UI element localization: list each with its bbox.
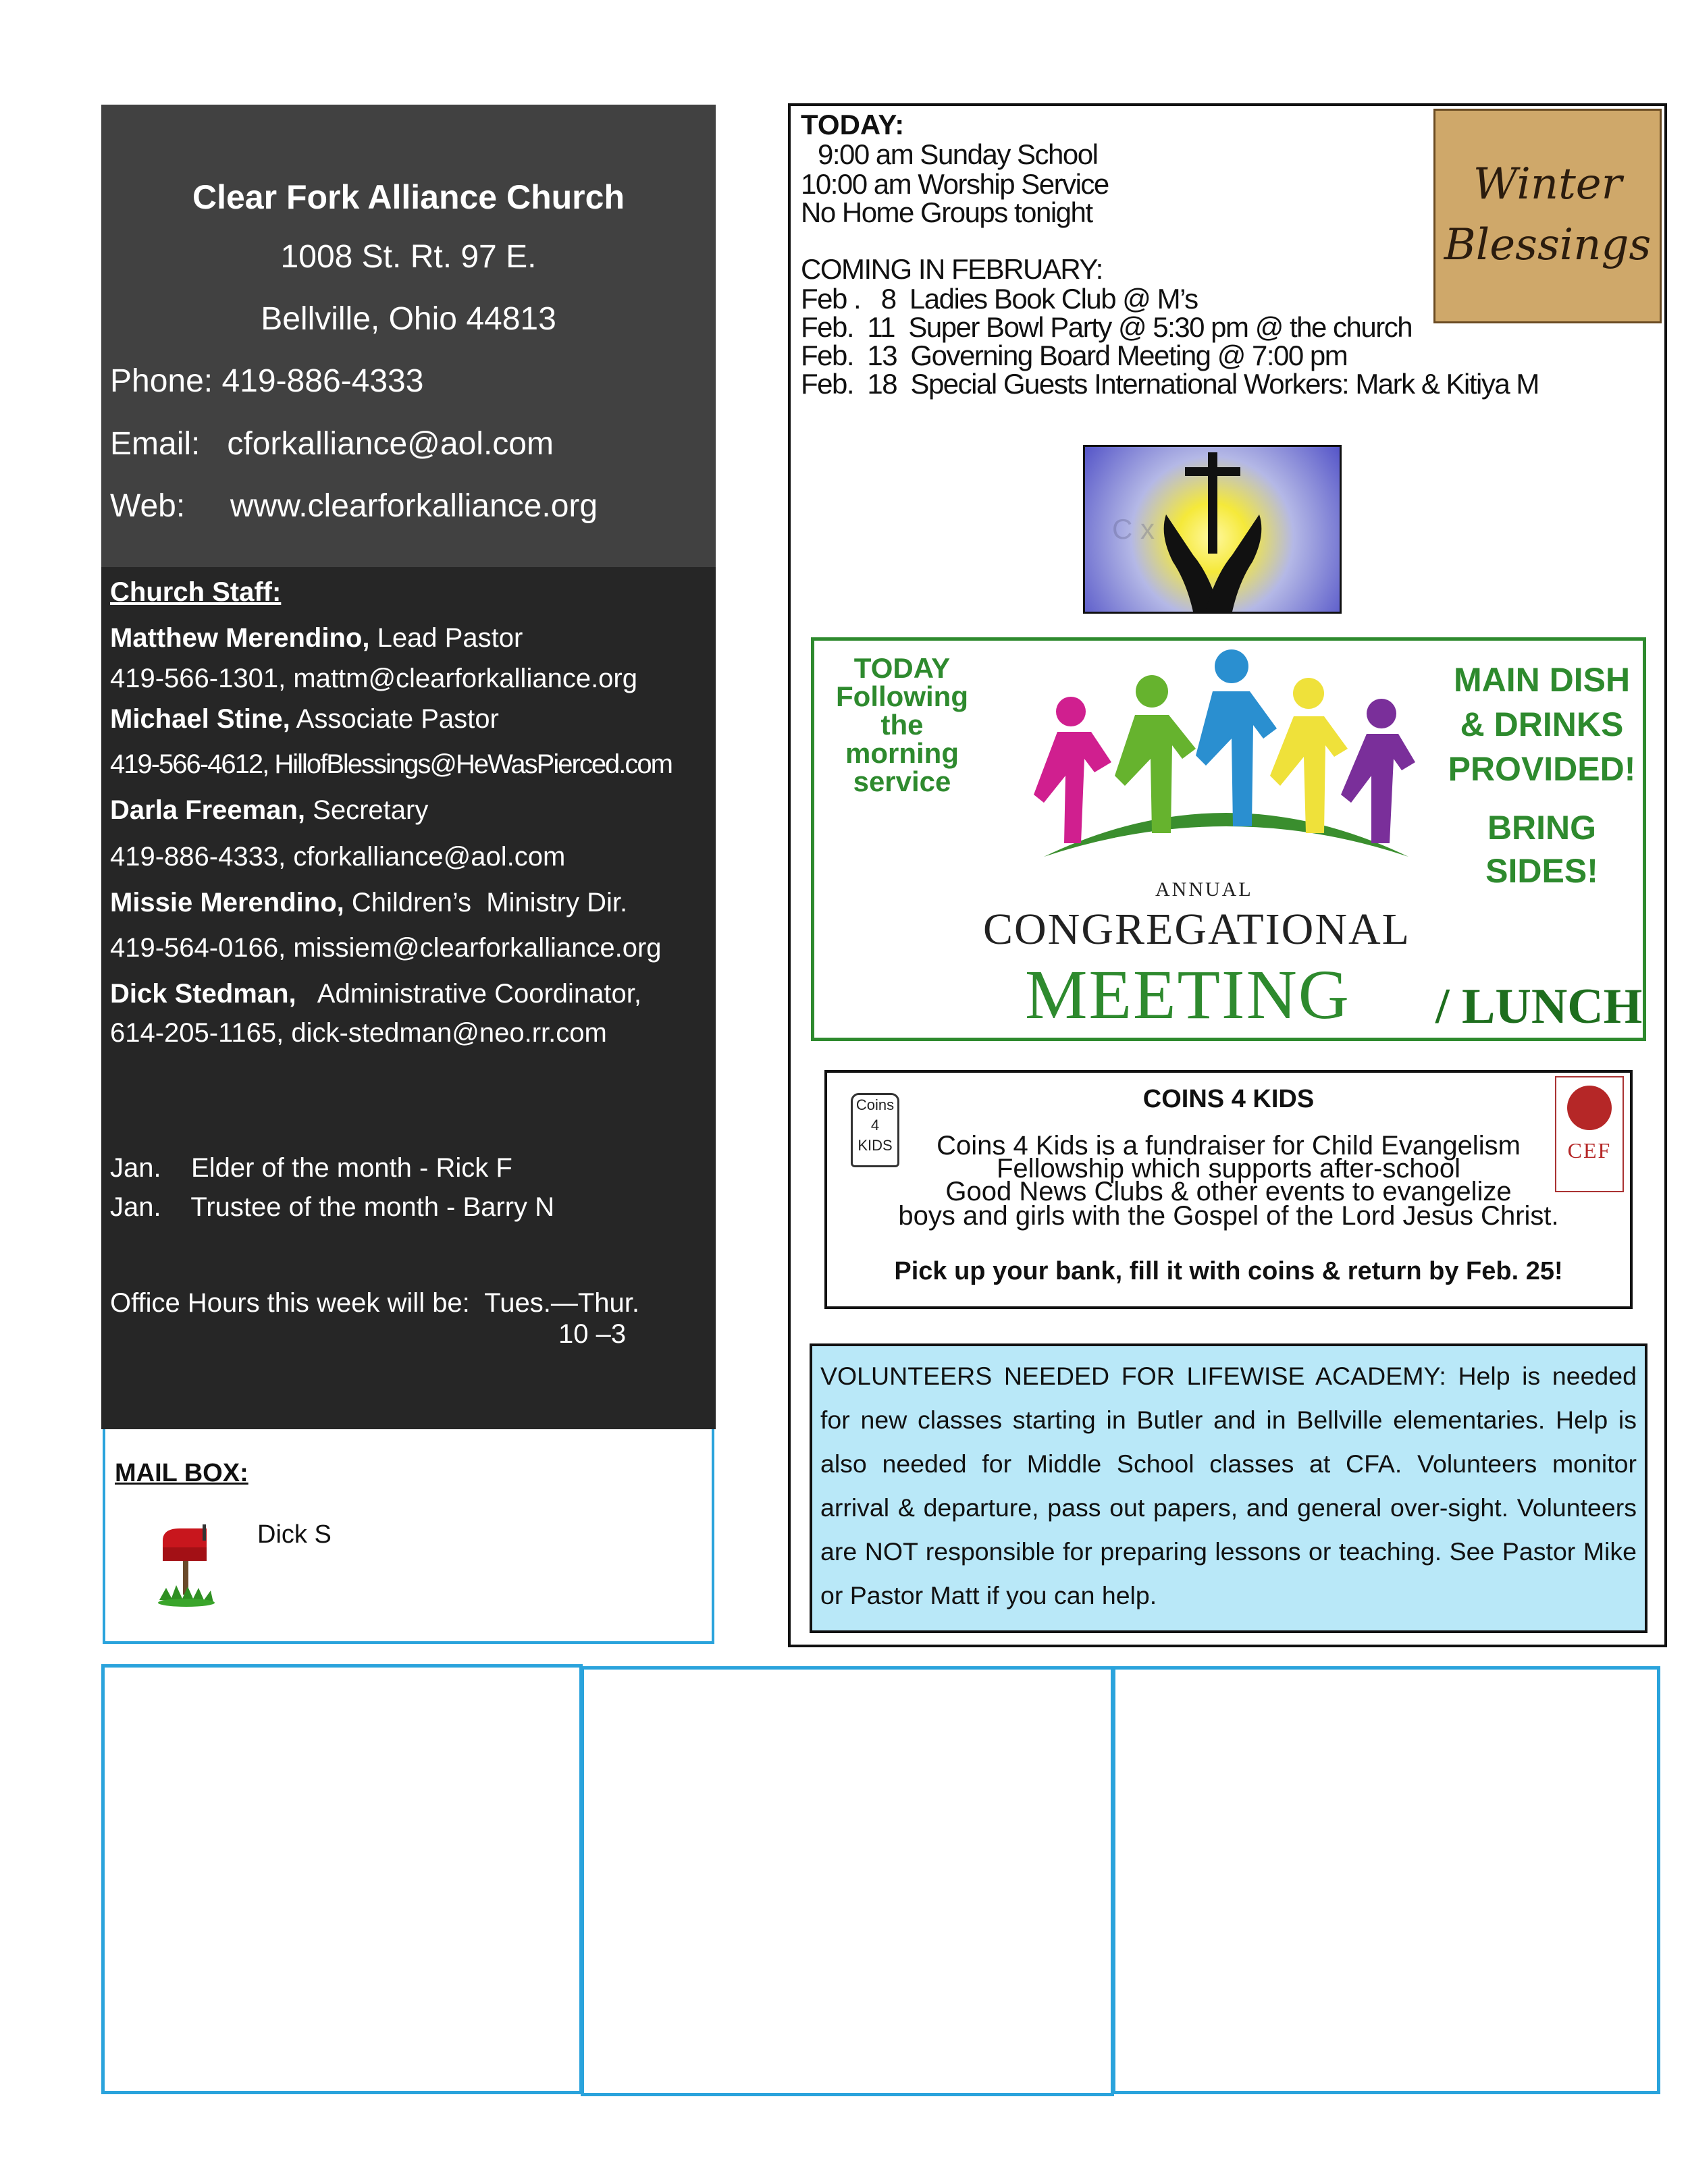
staff-contact[interactable]: 419-886-4333, cforkalliance@aol.com — [110, 842, 566, 872]
web-label: Web: — [110, 488, 186, 524]
staff-name: Michael Stine, — [110, 704, 290, 734]
people-holding-hands-icon — [1017, 641, 1435, 874]
staff-name: Matthew Merendino, — [110, 623, 370, 653]
lunch-label: / LUNCH — [1435, 979, 1643, 1034]
bottom-box — [1112, 1666, 1660, 2094]
phone-label: Phone: — [110, 363, 213, 399]
mailbox-icon — [153, 1520, 220, 1612]
text-line: Following — [836, 681, 968, 712]
staff-role: Associate Pastor — [290, 704, 499, 734]
staff-role: Children’s Ministry Dir. — [344, 888, 628, 917]
today-following-text — [814, 654, 990, 796]
february-event: Feb. 18 Special Guests International Workers: Mark & Kitiya M — [801, 368, 1539, 400]
today-label: TODAY: — [801, 109, 905, 140]
staff-role: Administrative Coordinator, — [296, 979, 642, 1009]
bottom-box — [581, 1666, 1114, 2096]
annual-label: ANNUAL — [1155, 878, 1253, 901]
staff-contact[interactable]: 419-566-1301, mattm@clearforkalliance.org — [110, 664, 637, 693]
schedule-item: 9:00 am Sunday School — [818, 138, 1098, 170]
can-text: 4 — [870, 1117, 880, 1134]
elder-of-month: Jan. Elder of the month - Rick F — [110, 1153, 512, 1183]
email-line — [110, 425, 554, 462]
winter-card-line: Winter — [1473, 159, 1623, 209]
staff-heading: Church Staff: — [110, 577, 282, 607]
can-text: KIDS — [858, 1137, 893, 1154]
phone-number[interactable]: 419-886-4333 — [221, 363, 424, 399]
staff-member — [110, 704, 499, 735]
february-event: Feb. 11 Super Bowl Party @ 5:30 pm @ the church — [801, 311, 1413, 343]
coins-4-kids-box — [824, 1070, 1633, 1309]
text-line: PROVIDED! — [1448, 750, 1636, 788]
staff-member — [110, 888, 627, 918]
staff-role: Secretary — [305, 795, 429, 825]
text-line: morning — [845, 737, 959, 769]
staff-name: Missie Merendino, — [110, 888, 344, 917]
main-dish-text — [1439, 658, 1645, 791]
february-event: Feb . 8 Ladies Book Club @ M’s — [801, 283, 1198, 315]
schedule-item: No Home Groups tonight — [801, 196, 1092, 228]
staff-member — [110, 623, 523, 654]
cef-emblem-icon — [1567, 1086, 1612, 1130]
text-line: MAIN DISH — [1453, 661, 1631, 699]
coins-description: boys and girls with the Gospel of the Lord Jesus Christ. — [898, 1201, 1559, 1231]
volunteers-box — [810, 1343, 1647, 1633]
office-time: 10 –3 — [558, 1319, 627, 1349]
bottom-box — [101, 1664, 583, 2094]
church-address: 1008 St. Rt. 97 E. — [280, 239, 537, 275]
cross-hands-icon — [1083, 445, 1342, 614]
staff-contact[interactable]: 419-564-0166, missiem@clearforkalliance.org — [110, 933, 662, 963]
church-staff-panel — [101, 567, 716, 1429]
mailbox-heading: MAIL BOX: — [115, 1459, 248, 1487]
announcements-panel — [788, 103, 1667, 1647]
text-line: SIDES! — [1485, 852, 1598, 890]
can-text: Coins — [855, 1096, 895, 1113]
coming-label: COMING IN FEBRUARY: — [801, 253, 1103, 285]
text-line: BRING — [1487, 809, 1597, 847]
winter-card-line: Blessings — [1444, 220, 1652, 270]
coins-description: Fellowship which supports after-school — [997, 1154, 1460, 1183]
coins-pickup: Pick up your bank, fill it with coins & return by Feb. 25! — [894, 1257, 1563, 1285]
schedule-item: 10:00 am Worship Service — [801, 168, 1109, 200]
text-line: the — [880, 709, 924, 741]
phone-line — [110, 363, 423, 400]
congregational-meeting-box — [811, 637, 1646, 1041]
text-line: TODAY — [853, 652, 951, 684]
text-line: service — [853, 766, 951, 797]
staff-name: Darla Freeman, — [110, 795, 306, 825]
church-name: Clear Fork Alliance Church — [192, 178, 625, 216]
cef-logo — [1555, 1076, 1624, 1192]
staff-contact[interactable]: 614-205-1165, dick-stedman@neo.rr.com — [110, 1018, 607, 1048]
coins-description: Coins 4 Kids is a fundraiser for Child Evangelism — [937, 1131, 1521, 1161]
meeting-label: MEETING — [1025, 956, 1350, 1034]
mailbox-name: Dick S — [257, 1520, 332, 1549]
bring-sides-text — [1439, 806, 1645, 893]
winter-blessings-card — [1433, 109, 1662, 323]
office-hours: Office Hours this week will be: Tues.—Thur. — [110, 1288, 640, 1318]
staff-name: Dick Stedman, — [110, 979, 296, 1009]
church-info-panel — [101, 105, 716, 567]
image-watermark: C x — [1112, 513, 1155, 545]
mailbox-panel — [103, 1429, 714, 1644]
coins-title: COINS 4 KIDS — [1142, 1085, 1315, 1113]
congregational-label: CONGREGATIONAL — [983, 905, 1410, 954]
staff-member — [110, 979, 641, 1009]
coins-description: Good News Clubs & other events to evangelize — [945, 1177, 1512, 1206]
staff-member — [110, 795, 428, 826]
church-city: Bellville, Ohio 44813 — [261, 301, 556, 337]
text-line: & DRINKS — [1460, 705, 1624, 743]
email-label: Email: — [110, 426, 201, 462]
web-link[interactable]: www.clearforkalliance.org — [230, 488, 598, 524]
cef-logo-text: CEF — [1567, 1138, 1612, 1163]
staff-role: Lead Pastor — [369, 623, 523, 653]
email-link[interactable]: cforkalliance@aol.com — [227, 426, 554, 462]
staff-contact[interactable]: 419-566-4612, HillofBlessings@HeWasPierced.com — [110, 749, 672, 779]
february-event: Feb. 13 Governing Board Meeting @ 7:00 pm — [801, 340, 1348, 371]
web-line — [110, 487, 598, 525]
volunteers-text: VOLUNTEERS NEEDED FOR LIFEWISE ACADEMY: Help is needed for new classes starting in Butler and in Bellville elementaries. Help is also needed for Middle School classes at CFA. Volunteers monitor arrival & departure, pass out papers, and general over-sight. Volunteers are NOT responsible for preparing lessons or teaching. See Pastor Mike or Pastor Matt if you can help. — [820, 1362, 1637, 1609]
trustee-of-month: Jan. Trustee of the month - Barry N — [110, 1192, 555, 1222]
